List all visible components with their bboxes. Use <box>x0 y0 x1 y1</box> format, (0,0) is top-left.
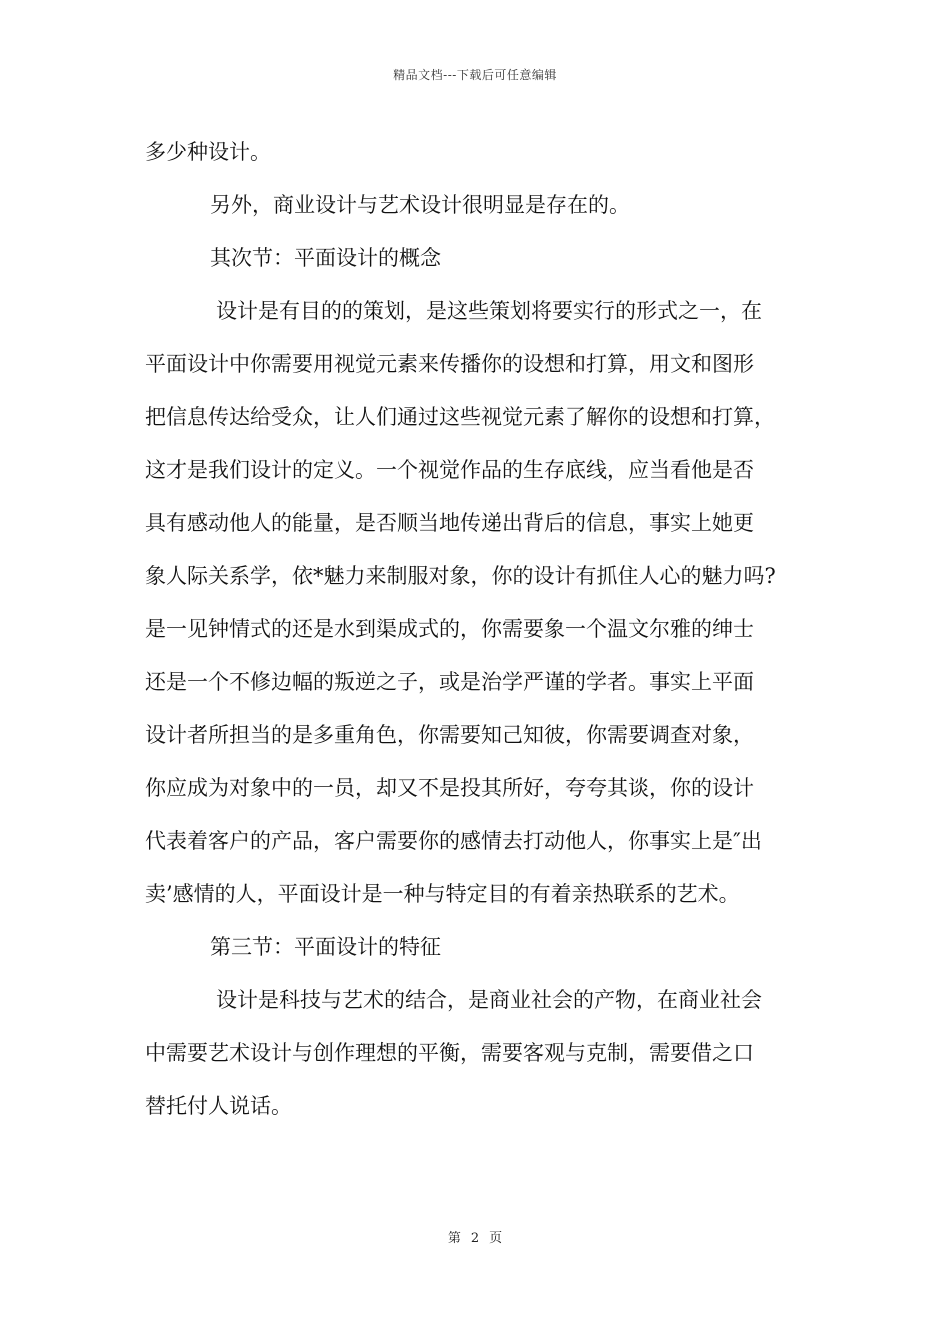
text-line: 还是一个不修边幅的叛逆之子，或是治学严谨的学者。事实上平面 <box>145 670 754 694</box>
text-line: 是一见钟情式的还是水到渠成式的，你需要象一个温文尔雅的绅士 <box>145 617 754 641</box>
text-line: 象人际关系学，依*魅力来制服对象，你的设计有抓住人心的魅力吗? <box>145 564 776 588</box>
text-line: 替托付人说话。 <box>145 1094 292 1118</box>
text-line: 设计者所担当的是多重角色，你需要知己知彼，你需要调查对象， <box>145 723 754 747</box>
text-line: 具有感动他人的能量，是否顺当地传递出背后的信息，事实上她更 <box>145 511 754 535</box>
text-line: 代表着客户的产品，客户需要你的感情去打动他人，你事实上是″出 <box>145 829 762 853</box>
text-line: 中需要艺术设计与创作理想的平衡，需要客观与克制，需要借之口 <box>145 1041 754 1065</box>
paragraph-line: 另外，商业设计与艺术设计很明显是存在的。 <box>210 193 630 217</box>
text-line: 卖’感情的人，平面设计是一种与特定目的有着亲热联系的艺术。 <box>145 882 740 906</box>
text-line: 这才是我们设计的定义。一个视觉作品的生存底线，应当看他是否 <box>145 458 754 482</box>
text-line: 平面设计中你需要用视觉元素来传播你的设想和打算，用文和图形 <box>145 352 754 376</box>
paragraph-line: 设计是科技与艺术的结合，是商业社会的产物，在商业社会 <box>216 988 762 1012</box>
text-line: 把信息传达给受众，让人们通过这些视觉元素了解你的设想和打算， <box>145 405 775 429</box>
page-footer <box>0 1227 950 1246</box>
section-heading: 其次节：平面设计的概念 <box>210 246 441 270</box>
text-line: 你应成为对象中的一员，却又不是投其所好，夸夸其谈，你的设计 <box>145 776 754 800</box>
section-heading: 第三节：平面设计的特征 <box>210 935 441 959</box>
page-number-suffix: 页 <box>489 1231 503 1246</box>
page-number: 2 <box>470 1231 480 1246</box>
text-line: 多少种设计。 <box>145 140 271 164</box>
page-number-prefix: 第 <box>447 1231 461 1246</box>
body-text <box>145 134 805 1141</box>
page-header: 精品文档---下载后可任意编辑 <box>393 68 557 82</box>
paragraph-line: 设计是有目的的策划，是这些策划将要实行的形式之一，在 <box>216 299 762 323</box>
